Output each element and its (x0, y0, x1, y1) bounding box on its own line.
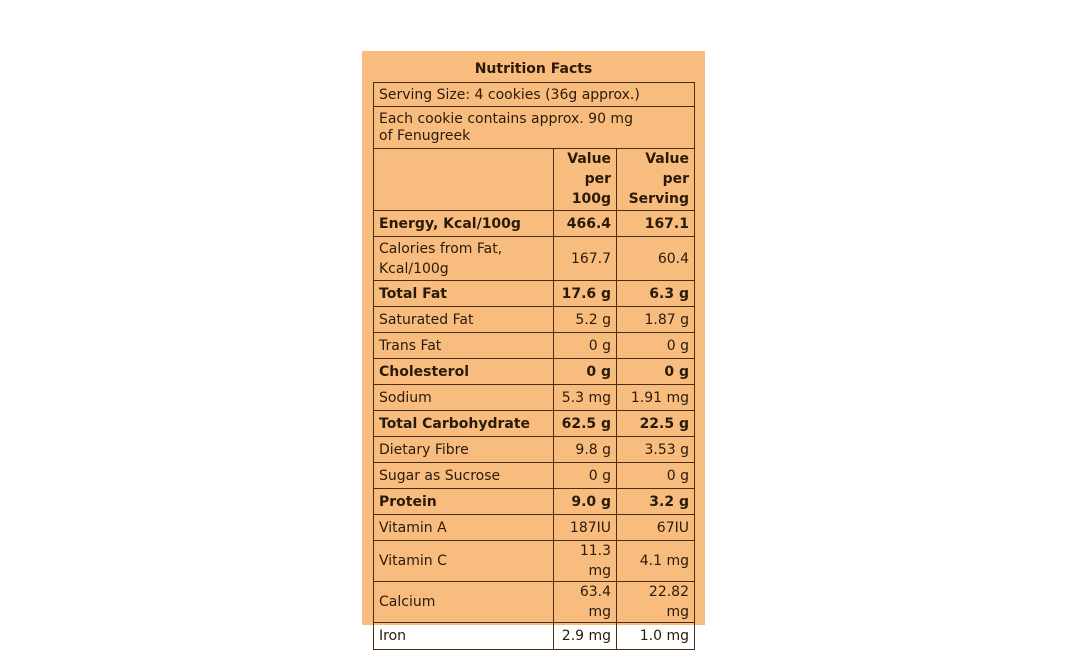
row-perserving-vitamin-a: 67IU (617, 515, 695, 541)
row-label-vitamin-a: Vitamin A (374, 515, 554, 541)
table-row (374, 411, 695, 437)
row-label-energy: Energy, Kcal/100g (374, 211, 554, 237)
row-per100-total-fat: 17.6 g (554, 281, 617, 307)
row-label-calcium: Calcium (374, 582, 554, 623)
row-per100-calories-from-fat: 167.7 (554, 237, 617, 281)
header-col2-line1: Value (645, 151, 689, 167)
header-col2-line2: per (662, 171, 689, 187)
row-perserving-total-carbohydrate: 22.5 g (617, 411, 695, 437)
table-row (374, 623, 695, 650)
row-per100-iron: 2.9 mg (554, 623, 617, 650)
row-label-dietary-fibre: Dietary Fibre (374, 437, 554, 463)
table-row (374, 437, 695, 463)
header-per-serving (617, 149, 695, 211)
row-perserving-trans-fat: 0 g (617, 333, 695, 359)
fenugreek-note (374, 107, 695, 149)
fenugreek-note-row (374, 107, 695, 149)
table-row (374, 463, 695, 489)
header-blank (374, 149, 554, 211)
column-header-row (374, 149, 695, 211)
row-perserving-sodium: 1.91 mg (617, 385, 695, 411)
header-col1-line1: Value (567, 151, 612, 167)
row-per100-dietary-fibre: 9.8 g (554, 437, 617, 463)
row-per100-saturated-fat: 5.2 g (554, 307, 617, 333)
header-col2-line3: Serving (628, 191, 689, 207)
table-row (374, 515, 695, 541)
table-row (374, 582, 695, 623)
row-per100-total-carbohydrate: 62.5 g (554, 411, 617, 437)
nutrition-facts-title: Nutrition Facts (474, 61, 593, 77)
row-perserving-dietary-fibre: 3.53 g (617, 437, 695, 463)
row-label-trans-fat: Trans Fat (374, 333, 554, 359)
row-per100-sodium: 5.3 mg (554, 385, 617, 411)
serving-size: Serving Size: 4 cookies (36g approx.) (374, 83, 695, 107)
table-row (374, 307, 695, 333)
row-perserving-cholesterol: 0 g (617, 359, 695, 385)
row-per100-cholesterol: 0 g (554, 359, 617, 385)
table-row (374, 541, 695, 582)
row-label-calories-from-fat (374, 237, 554, 281)
row-label-iron: Iron (374, 623, 554, 650)
row-per100-vitamin-a: 187IU (554, 515, 617, 541)
nutrition-table (373, 82, 695, 650)
row-label-total-fat: Total Fat (374, 281, 554, 307)
row-perserving-total-fat: 6.3 g (617, 281, 695, 307)
row-perserving-protein: 3.2 g (617, 489, 695, 515)
row-perserving-iron: 1.0 mg (617, 623, 695, 650)
table-row (374, 237, 695, 281)
row-label-saturated-fat: Saturated Fat (374, 307, 554, 333)
row-per100-protein: 9.0 g (554, 489, 617, 515)
row-label-cholesterol: Cholesterol (374, 359, 554, 385)
row-perserving-saturated-fat: 1.87 g (617, 307, 695, 333)
fenugreek-note-line1: Each cookie contains approx. 90 mg (379, 110, 633, 127)
row-per100-energy: 466.4 (554, 211, 617, 237)
row-per100-sugar-as-sucrose: 0 g (554, 463, 617, 489)
row-perserving-energy: 167.1 (617, 211, 695, 237)
header-col1-line2: per (584, 171, 612, 187)
table-row (374, 385, 695, 411)
row-perserving-calcium: 22.82 mg (617, 582, 695, 623)
table-row (374, 211, 695, 237)
table-row (374, 359, 695, 385)
row-label-calories-from-fat-line1: Calories from Fat, (379, 240, 503, 257)
row-label-calories-from-fat-line2: Kcal/100g (379, 260, 449, 277)
row-per100-vitamin-c: 11.3 mg (554, 541, 617, 582)
row-label-sodium: Sodium (374, 385, 554, 411)
row-label-protein: Protein (374, 489, 554, 515)
header-per-100g (554, 149, 617, 211)
header-col1-line3: 100g (571, 191, 612, 207)
nutrition-facts-panel (362, 51, 705, 644)
row-perserving-vitamin-c: 4.1 mg (617, 541, 695, 582)
row-label-vitamin-c: Vitamin C (374, 541, 554, 582)
row-perserving-sugar-as-sucrose: 0 g (617, 463, 695, 489)
table-row (374, 489, 695, 515)
row-per100-calcium: 63.4 mg (554, 582, 617, 623)
fenugreek-note-line2: of Fenugreek (379, 127, 471, 144)
row-label-sugar-as-sucrose: Sugar as Sucrose (374, 463, 554, 489)
table-row (374, 281, 695, 307)
row-perserving-calories-from-fat: 60.4 (617, 237, 695, 281)
table-row (374, 333, 695, 359)
row-label-total-carbohydrate: Total Carbohydrate (374, 411, 554, 437)
row-per100-trans-fat: 0 g (554, 333, 617, 359)
serving-size-row (374, 83, 695, 107)
